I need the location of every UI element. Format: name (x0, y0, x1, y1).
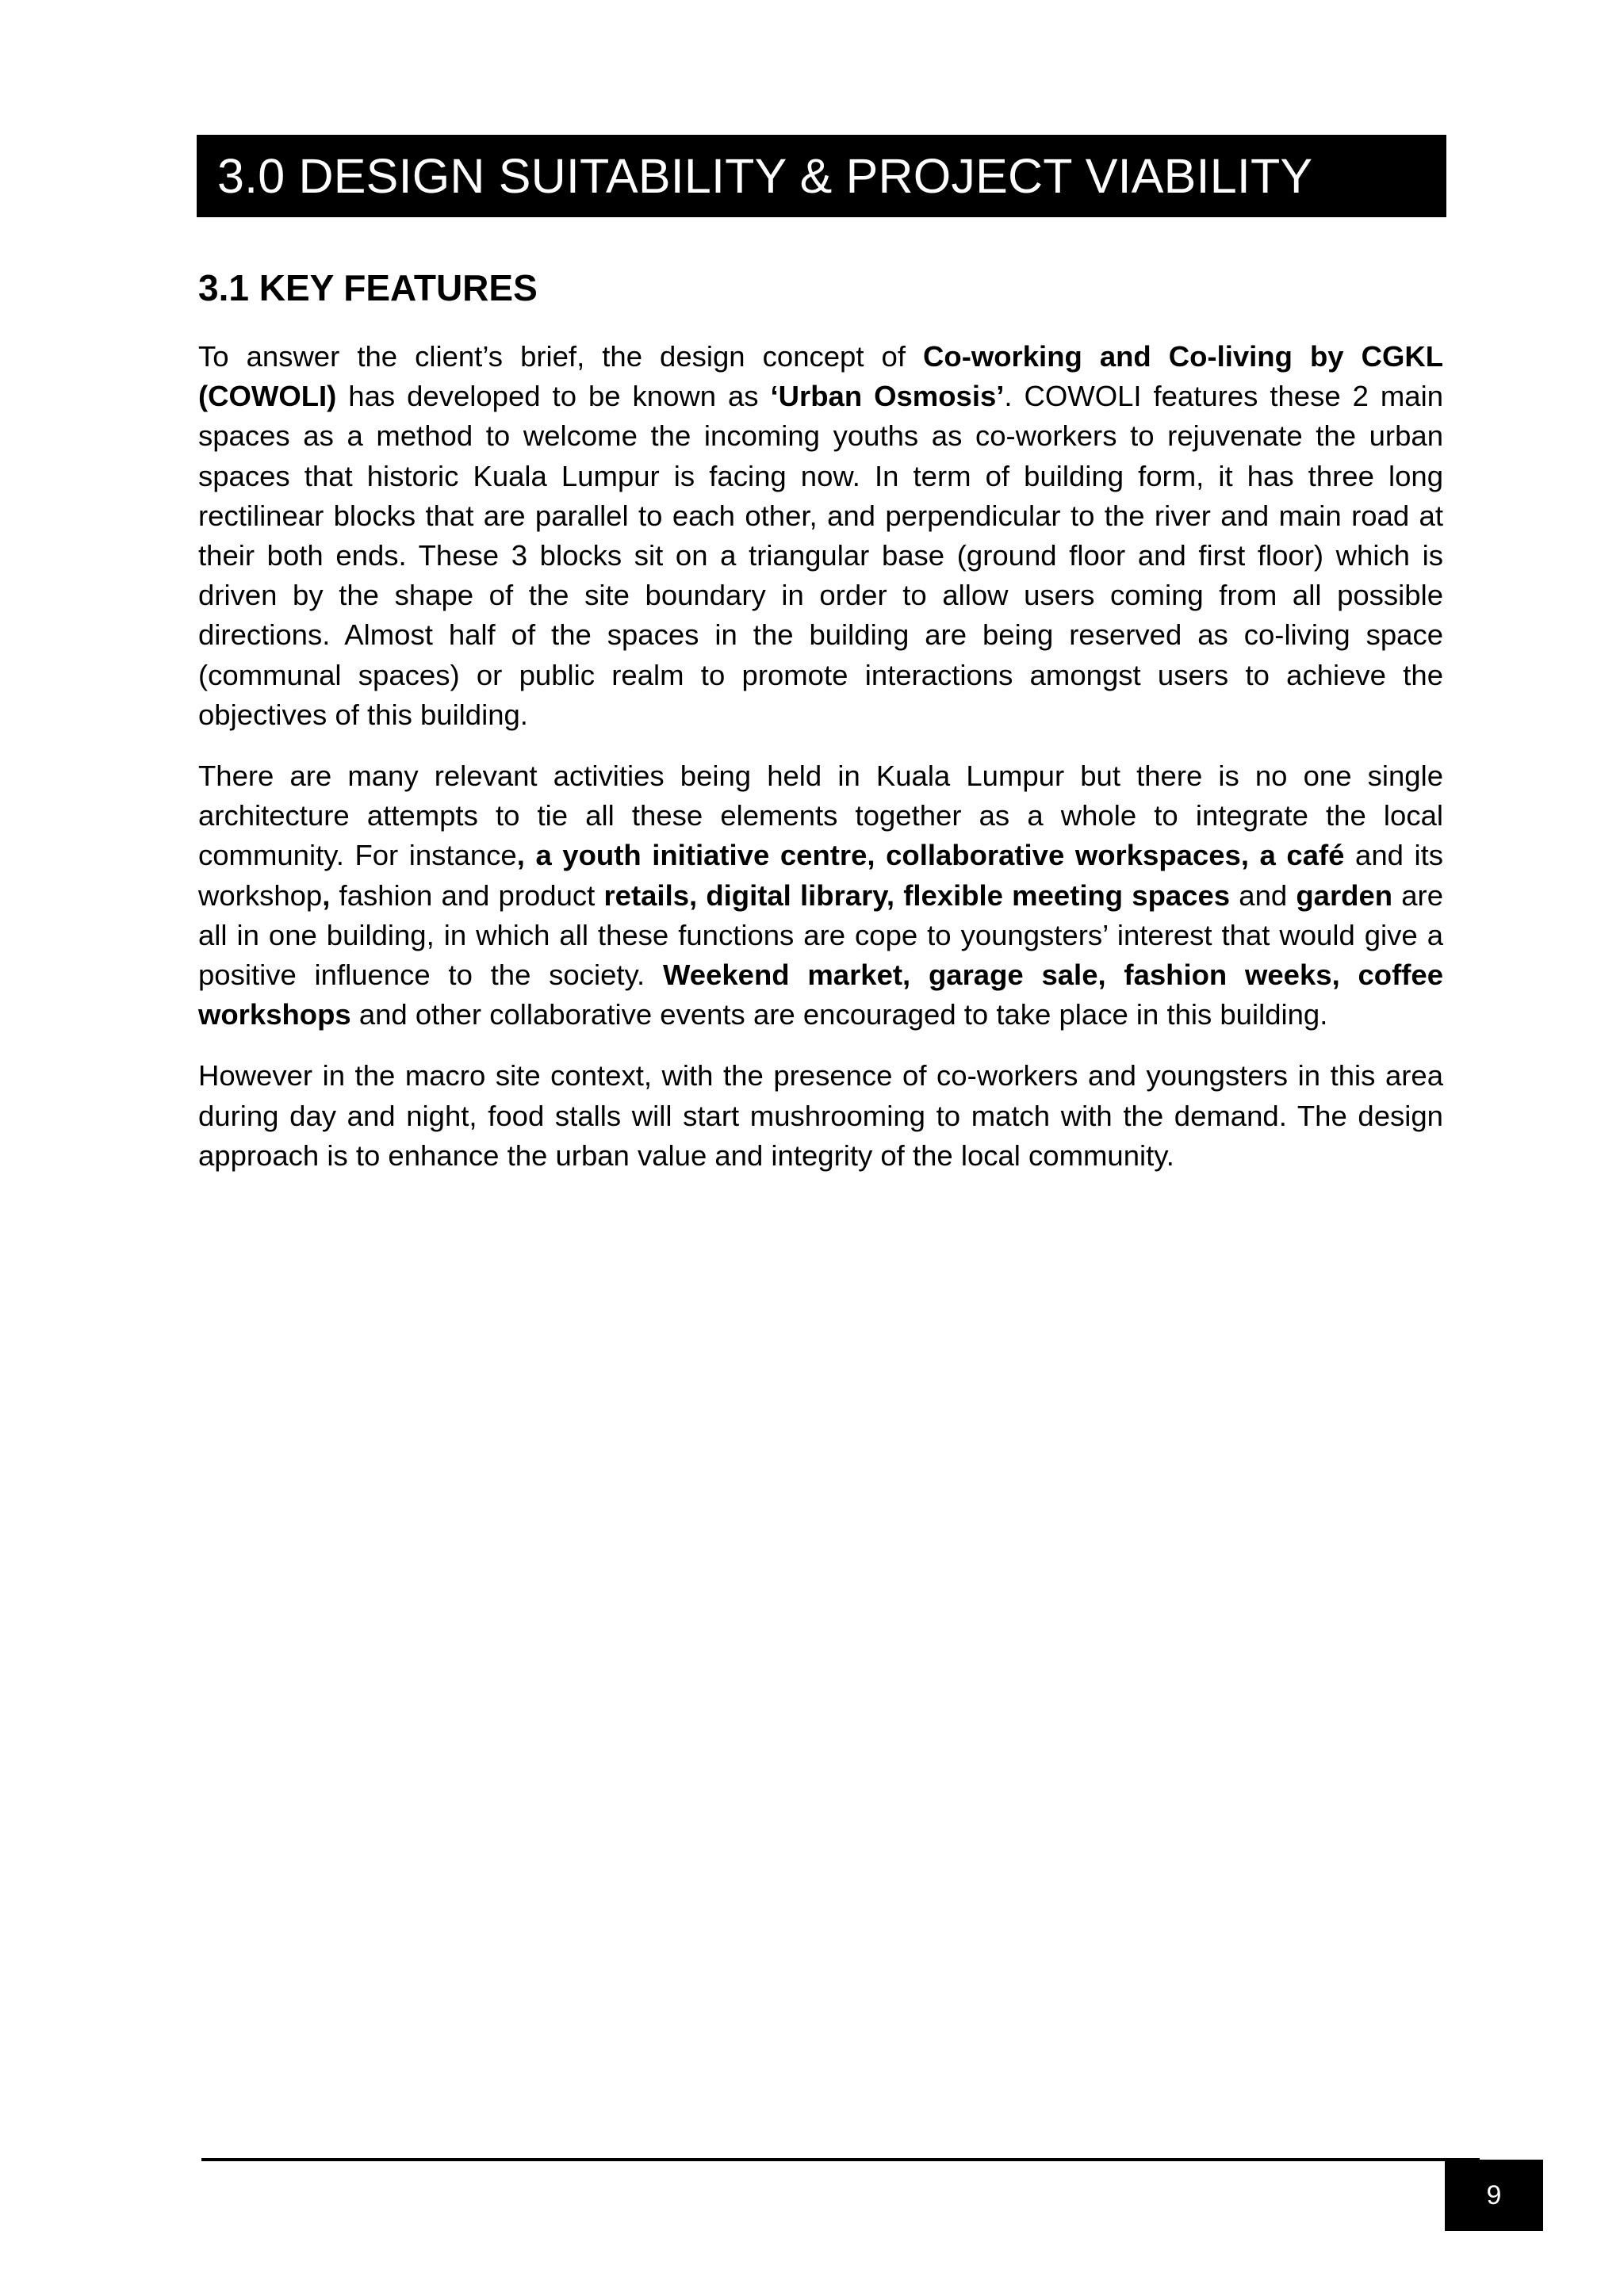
text-run: and its workshop (198, 839, 1444, 912)
page-number-box (1445, 2160, 1543, 2231)
chapter-title: 3.0 DESIGN SUITABILITY & PROJECT VIABILITY (217, 149, 1313, 203)
paragraph-1 (198, 337, 1443, 735)
text-run: and (1230, 878, 1297, 912)
section-heading: 3.1 KEY FEATURES (198, 267, 538, 308)
paragraph-2 (198, 756, 1443, 1035)
text-run: To answer the client’s brief, the design concept of (198, 340, 924, 373)
chapter-title-bar (197, 135, 1446, 217)
footer-rule (201, 2158, 1480, 2161)
bold-run: ‘Urban Osmosis’ (770, 380, 1005, 413)
text-run: are all in one building, in which all these functions are cope to youngsters’ interest that would give a positive influence to the society. (198, 878, 1444, 992)
bold-run: retails, digital library, flexible meeting spaces (603, 878, 1231, 912)
text-run: and other collaborative events are encouraged to take place in this building. (350, 998, 1328, 1031)
text-run: . COWOLI features these 2 main spaces as a method to welcome the incoming youths as co-workers to rejuvenate the urban spaces that historic Kuala Lumpur is facing now. In term of building form, it has three long rectilinear blocks that are parallel to each other, and perpendicular to the river and main road at their both ends. These 3 blocks sit on a triangular base (ground floor and first floor) which is driven by the shape of the site boundary in order to allow users coming from all possible directions. Almost half of the spaces in the building are being reserved as co-living space (communal spaces) or public realm to promote interactions amongst users to achieve the objectives of this building. (198, 380, 1443, 731)
page-number: 9 (1486, 2179, 1502, 2210)
text-run: However in the macro site context, with the presence of co-workers and youngsters in this area during day and night, food stalls will start mushrooming to match with the demand. The design approach is to enhance the urban value and integrity of the local community. (198, 1059, 1443, 1172)
bold-run: Co-working and Co-living by CGKL (COWOLI) (198, 340, 1443, 413)
bold-run: , (322, 878, 331, 912)
bold-run: , a youth initiative centre, collaborative workspaces, a café (516, 839, 1345, 872)
bold-run: Weekend market, garage sale, fashion weeks, coffee workshops (198, 959, 1443, 1031)
text-run: has developed to be known as (336, 380, 771, 413)
text-run: fashion and product (330, 878, 604, 912)
bold-run: garden (1296, 878, 1393, 912)
paragraph-3 (198, 1056, 1443, 1176)
body-text (198, 337, 1443, 1197)
text-run: There are many relevant activities being held in Kuala Lumpur but there is no one single architecture attempts to tie all these elements together as a whole to integrate the local community. For instance (198, 760, 1443, 872)
